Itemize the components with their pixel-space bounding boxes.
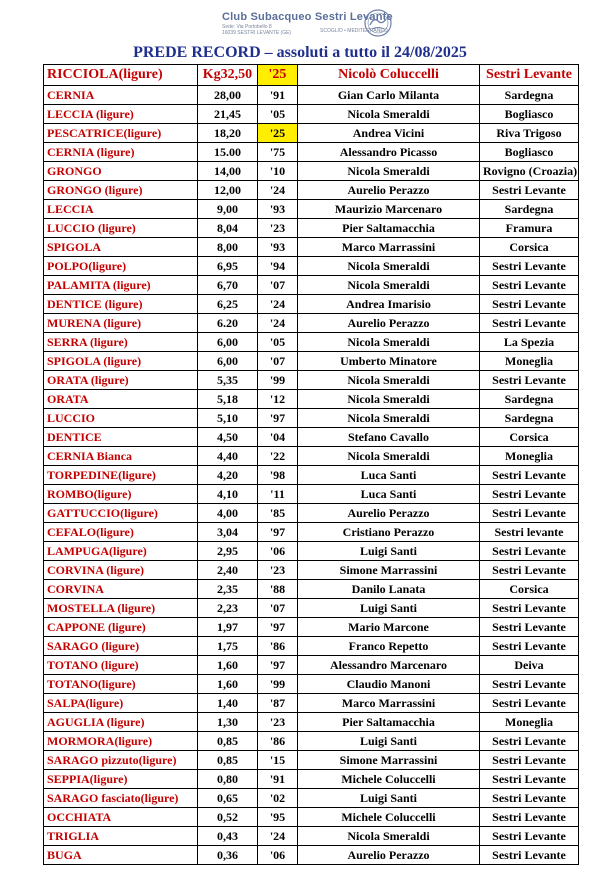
species-cell: ORATA [44, 390, 198, 409]
address-line-2: 16039 SESTRI LEVANTE (GE) [222, 30, 292, 36]
diver-cell: Simone Marrassini [298, 561, 480, 580]
club-logo-icon [363, 8, 393, 38]
letterhead [0, 8, 600, 42]
location-cell: Sestri Levante [480, 751, 579, 770]
diver-cell: Luigi Santi [298, 599, 480, 618]
weight-cell: 4,10 [198, 485, 258, 504]
year-cell: '87 [258, 694, 298, 713]
diver-cell: Luigi Santi [298, 732, 480, 751]
diver-cell: Stefano Cavallo [298, 428, 480, 447]
diver-cell: Danilo Lanata [298, 580, 480, 599]
records-table [43, 64, 579, 865]
species-cell: GRONGO [44, 162, 198, 181]
year-cell: '98 [258, 466, 298, 485]
diver-cell: Nicola Smeraldi [298, 105, 480, 124]
diver-cell: Nicola Smeraldi [298, 276, 480, 295]
species-cell: CEFALO(ligure) [44, 523, 198, 542]
species-cell: LUCCIO (ligure) [44, 219, 198, 238]
weight-cell: 0,52 [198, 808, 258, 827]
diver-cell: Cristiano Perazzo [298, 523, 480, 542]
species-cell: CERNIA Bianca [44, 447, 198, 466]
table-row [44, 200, 579, 219]
species-cell: SARAGO fasciato(ligure) [44, 789, 198, 808]
year-cell: '99 [258, 675, 298, 694]
location-cell: Sestri Levante [480, 675, 579, 694]
location-cell: Sardegna [480, 86, 579, 105]
diver-cell: Alessandro Marcenaro [298, 656, 480, 675]
diver-cell: Nicola Smeraldi [298, 447, 480, 466]
species-cell: CORVINA (ligure) [44, 561, 198, 580]
location-cell: Sestri Levante [480, 371, 579, 390]
diver-cell: Aurelio Perazzo [298, 846, 480, 865]
weight-cell: 3,04 [198, 523, 258, 542]
location-cell: Sestri Levante [480, 770, 579, 789]
weight-cell: 2,23 [198, 599, 258, 618]
table-row [44, 276, 579, 295]
weight-cell: 5,18 [198, 390, 258, 409]
location-cell: Moneglia [480, 447, 579, 466]
species-cell: SARAGO pizzuto(ligure) [44, 751, 198, 770]
diver-cell: Claudio Manoni [298, 675, 480, 694]
table-row [44, 466, 579, 485]
diver-cell: Aurelio Perazzo [298, 181, 480, 200]
species-cell: DENTICE [44, 428, 198, 447]
table-row [44, 447, 579, 466]
table-row [44, 428, 579, 447]
location-cell: La Spezia [480, 333, 579, 352]
year-cell: '07 [258, 599, 298, 618]
species-cell: LAMPUGA(ligure) [44, 542, 198, 561]
species-cell: LECCIA (ligure) [44, 105, 198, 124]
species-cell: TOTANO (ligure) [44, 656, 198, 675]
weight-cell: 6,00 [198, 352, 258, 371]
header-weight: Kg32,50 [198, 65, 258, 86]
location-cell: Rovigno (Croazia) [480, 162, 579, 181]
weight-cell: 4,50 [198, 428, 258, 447]
year-cell: '23 [258, 713, 298, 732]
species-cell: BUGA [44, 846, 198, 865]
weight-cell: 28,00 [198, 86, 258, 105]
weight-cell: 6,70 [198, 276, 258, 295]
location-cell: Sestri Levante [480, 694, 579, 713]
table-row [44, 181, 579, 200]
year-cell: '86 [258, 732, 298, 751]
year-cell: '97 [258, 523, 298, 542]
weight-cell: 6,00 [198, 333, 258, 352]
weight-cell: 1,75 [198, 637, 258, 656]
species-cell: GRONGO (ligure) [44, 181, 198, 200]
species-cell: OCCHIATA [44, 808, 198, 827]
species-cell: SPIGOLA (ligure) [44, 352, 198, 371]
table-row [44, 295, 579, 314]
diver-cell: Maurizio Marcenaro [298, 200, 480, 219]
address-line-1: Sede: Via Portobello 8 [222, 24, 272, 30]
location-cell: Corsica [480, 580, 579, 599]
table-row [44, 542, 579, 561]
year-cell: '93 [258, 200, 298, 219]
diver-cell: Aurelio Perazzo [298, 314, 480, 333]
location-cell: Moneglia [480, 713, 579, 732]
diver-cell: Andrea Imarisio [298, 295, 480, 314]
diver-cell: Marco Marrassini [298, 694, 480, 713]
location-cell: Sardegna [480, 409, 579, 428]
weight-cell: 1,60 [198, 675, 258, 694]
weight-cell: 5,10 [198, 409, 258, 428]
year-cell: '85 [258, 504, 298, 523]
weight-cell: 12,00 [198, 181, 258, 200]
location-cell: Sardegna [480, 390, 579, 409]
year-cell: '07 [258, 352, 298, 371]
table-row [44, 333, 579, 352]
location-cell: Sestri Levante [480, 618, 579, 637]
diver-cell: Alessandro Picasso [298, 143, 480, 162]
weight-cell: 8,00 [198, 238, 258, 257]
species-cell: TORPEDINE(ligure) [44, 466, 198, 485]
weight-cell: 0,85 [198, 732, 258, 751]
club-subtitle: SCOGLIO • MEDITERRANEO [320, 28, 388, 34]
diver-cell: Pier Saltamacchia [298, 713, 480, 732]
location-cell: Sestri Levante [480, 846, 579, 865]
diver-cell: Umberto Minatore [298, 352, 480, 371]
location-cell: Sestri Levante [480, 808, 579, 827]
table-row [44, 124, 579, 143]
diver-cell: Mario Marcone [298, 618, 480, 637]
species-cell: TOTANO(ligure) [44, 675, 198, 694]
diver-cell: Luigi Santi [298, 542, 480, 561]
club-name: Club Subacqueo Sestri Levante [222, 11, 393, 23]
year-cell: '02 [258, 789, 298, 808]
weight-cell: 4,40 [198, 447, 258, 466]
year-cell: '93 [258, 238, 298, 257]
weight-cell: 9,00 [198, 200, 258, 219]
weight-cell: 0,36 [198, 846, 258, 865]
header-location: Sestri Levante [480, 65, 579, 86]
species-cell: PALAMITA (ligure) [44, 276, 198, 295]
location-cell: Sestri Levante [480, 295, 579, 314]
weight-cell: 4,00 [198, 504, 258, 523]
table-row [44, 371, 579, 390]
location-cell: Sestri Levante [480, 257, 579, 276]
year-cell: '11 [258, 485, 298, 504]
year-cell: '97 [258, 618, 298, 637]
location-cell: Sestri Levante [480, 789, 579, 808]
year-cell: '22 [258, 447, 298, 466]
year-cell: '05 [258, 333, 298, 352]
species-cell: PESCATRICE(ligure) [44, 124, 198, 143]
weight-cell: 21,45 [198, 105, 258, 124]
year-cell: '10 [258, 162, 298, 181]
table-row [44, 732, 579, 751]
year-cell: '24 [258, 827, 298, 846]
year-cell: '24 [258, 181, 298, 200]
species-cell: SALPA(ligure) [44, 694, 198, 713]
species-cell: CAPPONE (ligure) [44, 618, 198, 637]
location-cell: Corsica [480, 238, 579, 257]
year-cell: '23 [258, 219, 298, 238]
diver-cell: Franco Repetto [298, 637, 480, 656]
species-cell: SARAGO (ligure) [44, 637, 198, 656]
location-cell: Deiva [480, 656, 579, 675]
table-row [44, 656, 579, 675]
table-row [44, 504, 579, 523]
species-cell: SEPPIA(ligure) [44, 770, 198, 789]
weight-cell: 1,30 [198, 713, 258, 732]
table-row [44, 827, 579, 846]
weight-cell: 14,00 [198, 162, 258, 181]
weight-cell: 2,95 [198, 542, 258, 561]
table-row [44, 314, 579, 333]
weight-cell: 2,35 [198, 580, 258, 599]
diver-cell: Aurelio Perazzo [298, 504, 480, 523]
diver-cell: Luca Santi [298, 485, 480, 504]
weight-cell: 1,40 [198, 694, 258, 713]
diver-cell: Nicola Smeraldi [298, 827, 480, 846]
weight-cell: 0,80 [198, 770, 258, 789]
weight-cell: 6.20 [198, 314, 258, 333]
diver-cell: Michele Coluccelli [298, 808, 480, 827]
header-year: '25 [258, 65, 298, 86]
table-row [44, 390, 579, 409]
species-cell: POLPO(ligure) [44, 257, 198, 276]
year-cell: '12 [258, 390, 298, 409]
table-row [44, 675, 579, 694]
year-cell: '06 [258, 542, 298, 561]
table-row [44, 770, 579, 789]
table-row [44, 561, 579, 580]
year-cell: '23 [258, 561, 298, 580]
location-cell: Riva Trigoso [480, 124, 579, 143]
year-cell: '86 [258, 637, 298, 656]
diver-cell: Gian Carlo Milanta [298, 86, 480, 105]
diver-cell: Nicola Smeraldi [298, 409, 480, 428]
table-row [44, 257, 579, 276]
weight-cell: 15.00 [198, 143, 258, 162]
year-cell: '04 [258, 428, 298, 447]
table-row [44, 143, 579, 162]
location-cell: Sestri Levante [480, 504, 579, 523]
table-row [44, 751, 579, 770]
diver-cell: Andrea Vicini [298, 124, 480, 143]
table-row [44, 637, 579, 656]
weight-cell: 0,85 [198, 751, 258, 770]
weight-cell: 0,43 [198, 827, 258, 846]
year-cell: '97 [258, 409, 298, 428]
diver-cell: Nicola Smeraldi [298, 333, 480, 352]
location-cell: Sestri Levante [480, 732, 579, 751]
table-row [44, 219, 579, 238]
location-cell: Sestri Levante [480, 276, 579, 295]
location-cell: Sestri levante [480, 523, 579, 542]
page-title: PREDE RECORD – assoluti a tutto il 24/08/2025 [133, 44, 467, 61]
weight-cell: 6,25 [198, 295, 258, 314]
location-cell: Sardegna [480, 200, 579, 219]
diver-cell: Michele Coluccelli [298, 770, 480, 789]
year-cell: '75 [258, 143, 298, 162]
species-cell: LECCIA [44, 200, 198, 219]
weight-cell: 2,40 [198, 561, 258, 580]
location-cell: Sestri Levante [480, 827, 579, 846]
year-cell: '06 [258, 846, 298, 865]
weight-cell: 6,95 [198, 257, 258, 276]
species-cell: MURENA (ligure) [44, 314, 198, 333]
weight-cell: 18,20 [198, 124, 258, 143]
species-cell: ORATA (ligure) [44, 371, 198, 390]
species-cell: SPIGOLA [44, 238, 198, 257]
weight-cell: 1,60 [198, 656, 258, 675]
diver-cell: Nicola Smeraldi [298, 371, 480, 390]
year-cell: '07 [258, 276, 298, 295]
year-cell: '24 [258, 314, 298, 333]
diver-cell: Nicola Smeraldi [298, 257, 480, 276]
year-cell: '25 [258, 124, 298, 143]
diver-cell: Marco Marrassini [298, 238, 480, 257]
species-cell: TRIGLIA [44, 827, 198, 846]
year-cell: '94 [258, 257, 298, 276]
weight-cell: 0,65 [198, 789, 258, 808]
table-row [44, 808, 579, 827]
year-cell: '24 [258, 295, 298, 314]
location-cell: Sestri Levante [480, 181, 579, 200]
location-cell: Sestri Levante [480, 637, 579, 656]
diver-cell: Nicola Smeraldi [298, 162, 480, 181]
weight-cell: 5,35 [198, 371, 258, 390]
table-row [44, 409, 579, 428]
location-cell: Sestri Levante [480, 466, 579, 485]
table-row [44, 789, 579, 808]
species-cell: CORVINA [44, 580, 198, 599]
species-cell: ROMBO(ligure) [44, 485, 198, 504]
location-cell: Sestri Levante [480, 542, 579, 561]
location-cell: Sestri Levante [480, 314, 579, 333]
species-cell: MORMORA(ligure) [44, 732, 198, 751]
year-cell: '91 [258, 770, 298, 789]
header-diver: Nicolò Coluccelli [298, 65, 480, 86]
year-cell: '05 [258, 105, 298, 124]
location-cell: Moneglia [480, 352, 579, 371]
year-cell: '15 [258, 751, 298, 770]
weight-cell: 8,04 [198, 219, 258, 238]
location-cell: Sestri Levante [480, 485, 579, 504]
diver-cell: Pier Saltamacchia [298, 219, 480, 238]
location-cell: Sestri Levante [480, 599, 579, 618]
year-cell: '95 [258, 808, 298, 827]
header-species: RICCIOLA(ligure) [44, 65, 198, 86]
diver-cell: Nicola Smeraldi [298, 390, 480, 409]
table-row [44, 352, 579, 371]
table-row [44, 599, 579, 618]
year-cell: '99 [258, 371, 298, 390]
table-row [44, 846, 579, 865]
year-cell: '97 [258, 656, 298, 675]
species-cell: GATTUCCIO(ligure) [44, 504, 198, 523]
species-cell: CERNIA [44, 86, 198, 105]
species-cell: LUCCIO [44, 409, 198, 428]
location-cell: Bogliasco [480, 105, 579, 124]
location-cell: Framura [480, 219, 579, 238]
table-row [44, 105, 579, 124]
species-cell: MOSTELLA (ligure) [44, 599, 198, 618]
diver-cell: Luigi Santi [298, 789, 480, 808]
location-cell: Sestri Levante [480, 561, 579, 580]
year-cell: '91 [258, 86, 298, 105]
species-cell: SERRA (ligure) [44, 333, 198, 352]
species-cell: AGUGLIA (ligure) [44, 713, 198, 732]
table-row [44, 713, 579, 732]
table-row [44, 238, 579, 257]
table-row [44, 523, 579, 542]
weight-cell: 4,20 [198, 466, 258, 485]
club-address [222, 24, 291, 36]
diver-cell: Luca Santi [298, 466, 480, 485]
diver-cell: Simone Marrassini [298, 751, 480, 770]
table-row [44, 618, 579, 637]
year-cell: '88 [258, 580, 298, 599]
table-row [44, 694, 579, 713]
table-header-row [44, 65, 579, 86]
weight-cell: 1,97 [198, 618, 258, 637]
table-row [44, 162, 579, 181]
table-row [44, 86, 579, 105]
species-cell: CERNIA (ligure) [44, 143, 198, 162]
table-row [44, 485, 579, 504]
table-row [44, 580, 579, 599]
location-cell: Corsica [480, 428, 579, 447]
species-cell: DENTICE (ligure) [44, 295, 198, 314]
location-cell: Bogliasco [480, 143, 579, 162]
